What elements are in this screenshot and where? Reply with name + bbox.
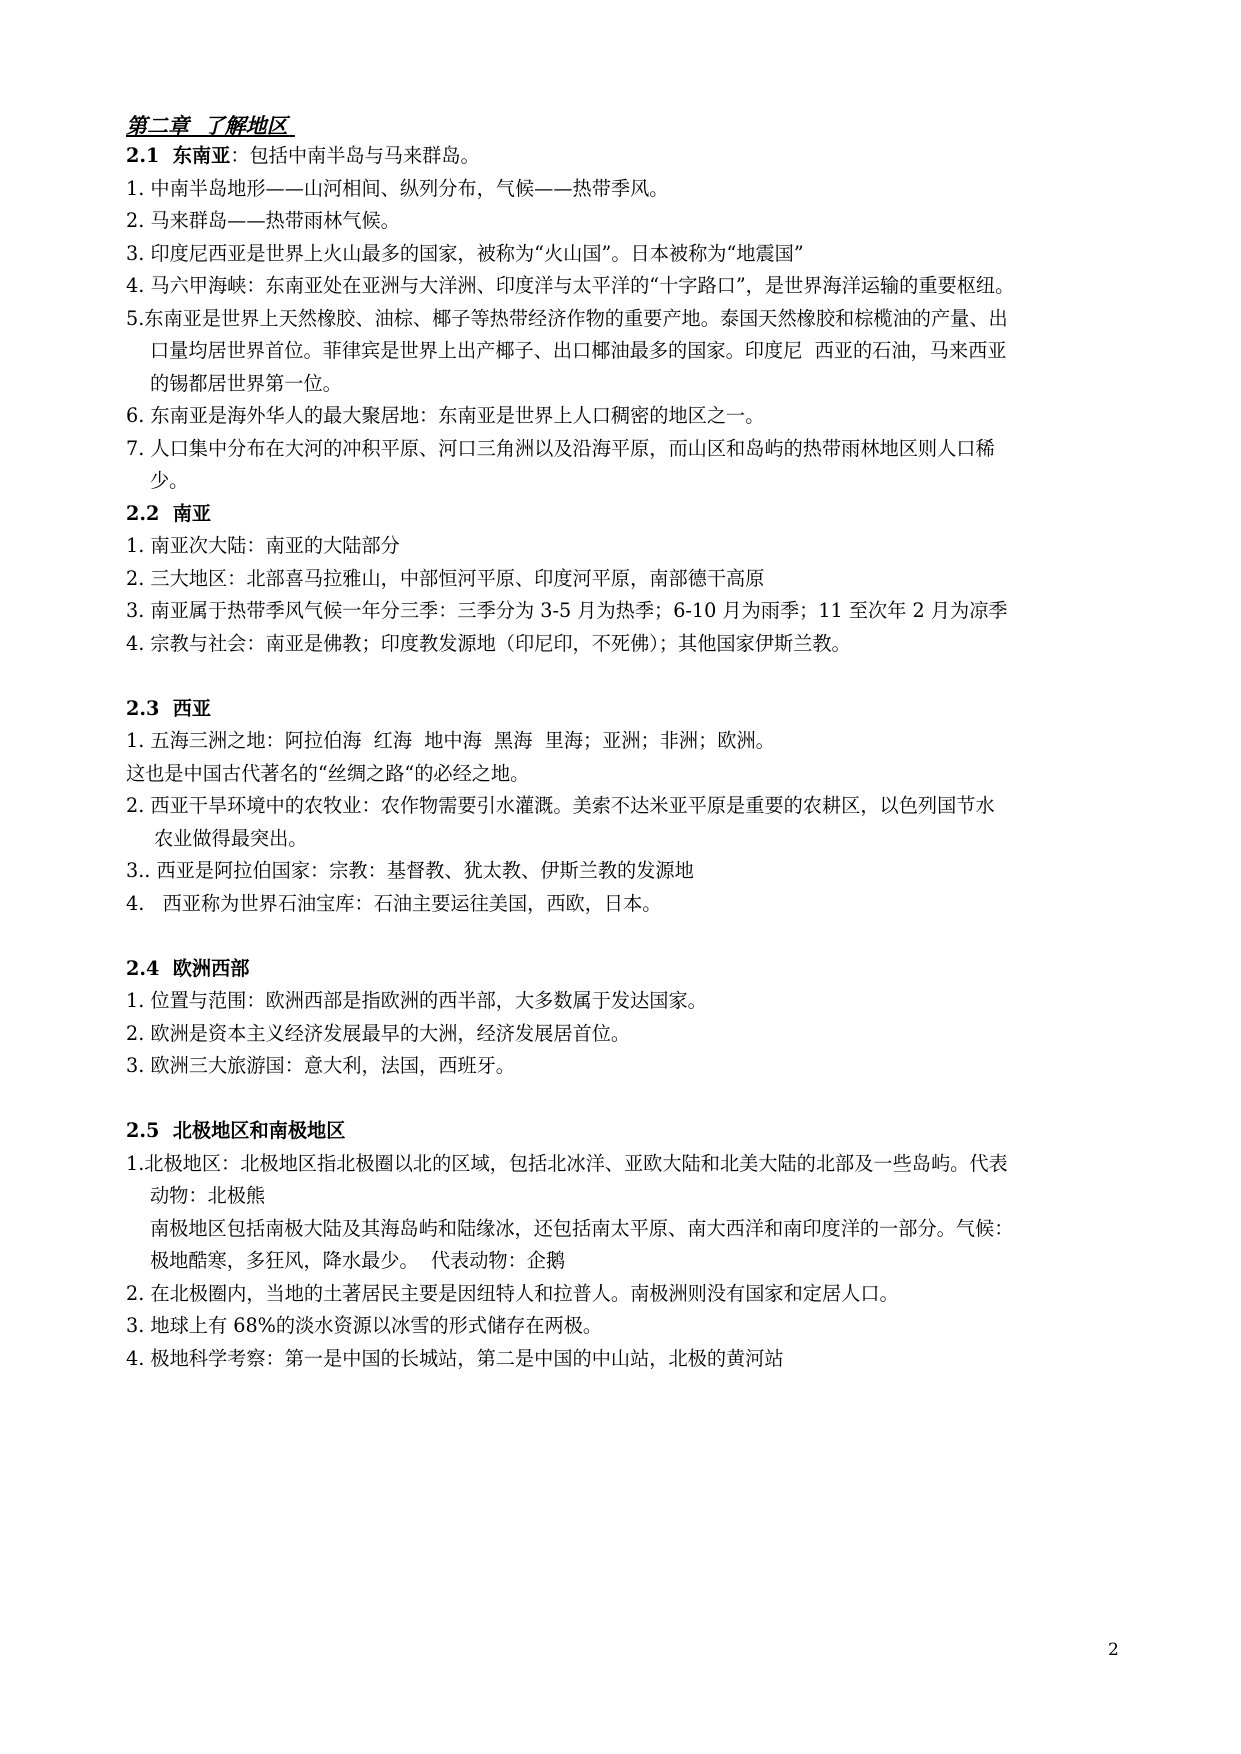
list-item-continuation: 农业做得最突出。 xyxy=(154,826,308,850)
list-item: 2. 西亚干旱环境中的农牧业：农作物需要引水灌溉。美索不达米亚平原是重要的农耕区，以色列国节水 xyxy=(126,794,995,817)
list-item-continuation: 极地酷寒，多狂风，降水最少。 代表动物：企鹅 xyxy=(150,1249,566,1272)
list-item-continuation: 口量均居世界首位。菲律宾是世界上出产椰子、出口椰油最多的国家。印度尼 西亚的石油，马来西亚 xyxy=(150,339,1007,362)
paragraph-line: 这也是中国古代著名的“丝绸之路“的必经之地。 xyxy=(126,761,530,785)
list-item: 4. 极地科学考察：第一是中国的长城站，第二是中国的中山站，北极的黄河站 xyxy=(126,1346,784,1370)
page-number: 2 xyxy=(1108,1640,1119,1660)
chapter-title: 第二章 了解地区 xyxy=(126,113,295,138)
list-item: 6. 东南亚是海外华人的最大聚居地：东南亚是世界上人口稠密的地区之一。 xyxy=(126,404,765,427)
list-item: 3. 印度尼西亚是世界上火山最多的国家，被称为“火山国”。日本被称为“地震国” xyxy=(126,241,804,265)
list-item: 1.北极地区：北极地区指北极圈以北的区域，包括北冰洋、亚欧大陆和北美大陆的北部及一些岛屿。代表 xyxy=(126,1151,1008,1175)
section-2-4-heading: 2.4 欧洲西部 xyxy=(126,956,250,980)
section-2-3-heading: 2.3 西亚 xyxy=(126,696,212,720)
blank-line xyxy=(126,660,1126,693)
blank-line xyxy=(126,1083,1126,1116)
list-item: 3.. 西亚是阿拉伯国家：宗教：基督教、犹太教、伊斯兰教的发源地 xyxy=(126,859,694,882)
section-heading: 2.1 东南亚 xyxy=(126,144,231,167)
document-page xyxy=(126,112,1126,1375)
list-item: 5.东南亚是世界上天然橡胶、油棕、椰子等热带经济作物的重要产地。泰国天然橡胶和棕榄油的产量、出 xyxy=(126,306,1008,330)
list-item-continuation: 少。 xyxy=(150,469,189,492)
list-item: 2. 欧洲是资本主义经济发展最早的大洲，经济发展居首位。 xyxy=(126,1021,631,1045)
list-item: 4. 马六甲海峡：东南亚处在亚洲与大洋洲、印度洋与太平洋的“十字路口”，是世界海洋运输的重要枢纽。 xyxy=(126,274,1015,297)
section-intro: ：包括中南半岛与马来群岛。 xyxy=(230,144,480,167)
section-2-1-heading xyxy=(126,140,1126,173)
list-item-continuation: 的锡都居世界第一位。 xyxy=(150,371,342,395)
list-item: 2. 马来群岛——热带雨林气候。 xyxy=(126,209,400,232)
list-item-continuation: 动物：北极熊 xyxy=(150,1184,266,1207)
list-item: 1. 中南半岛地形——山河相间、纵列分布，气候——热带季风。 xyxy=(126,176,669,200)
list-item: 1. 南亚次大陆：南亚的大陆部分 xyxy=(126,534,400,557)
list-item: 1. 五海三洲之地：阿拉伯海 红海 地中海 黑海 里海；亚洲；非洲；欧洲。 xyxy=(126,729,775,752)
list-item: 3. 南亚属于热带季风气候一年分三季：三季分为 3-5 月为热季；6-10 月为雨季；11 至次年 2 月为凉季 xyxy=(126,599,1008,622)
blank-line xyxy=(126,920,1126,953)
list-item: 3. 欧洲三大旅游国：意大利，法国，西班牙。 xyxy=(126,1054,515,1077)
list-item: 7. 人口集中分布在大河的冲积平原、河口三角洲以及沿海平原，而山区和岛屿的热带雨林地区则人口稀 xyxy=(126,436,995,460)
list-item: 4. 宗教与社会：南亚是佛教；印度教发源地（印尼印，不死佛）；其他国家伊斯兰教。 xyxy=(126,631,851,655)
section-2-5-heading: 2.5 北极地区和南极地区 xyxy=(126,1119,346,1142)
list-item-continuation: 南极地区包括南极大陆及其海岛屿和陆缘冰，还包括南太平原、南大西洋和南印度洋的一部分。气候： xyxy=(150,1216,1014,1240)
list-item: 1. 位置与范围：欧洲西部是指欧洲的西半部，大多数属于发达国家。 xyxy=(126,989,707,1012)
list-item: 4. 西亚称为世界石油宝库：石油主要运往美国，西欧，日本。 xyxy=(126,891,662,915)
list-item: 2. 在北极圈内，当地的土著居民主要是因纽特人和拉普人。南极洲则没有国家和定居人口。 xyxy=(126,1281,899,1305)
list-item: 2. 三大地区：北部喜马拉雅山，中部恒河平原、印度河平原，南部德干高原 xyxy=(126,566,765,590)
list-item: 3. 地球上有 68%的淡水资源以冰雪的形式储存在两极。 xyxy=(126,1314,603,1337)
section-2-2-heading: 2.2 南亚 xyxy=(126,501,212,525)
